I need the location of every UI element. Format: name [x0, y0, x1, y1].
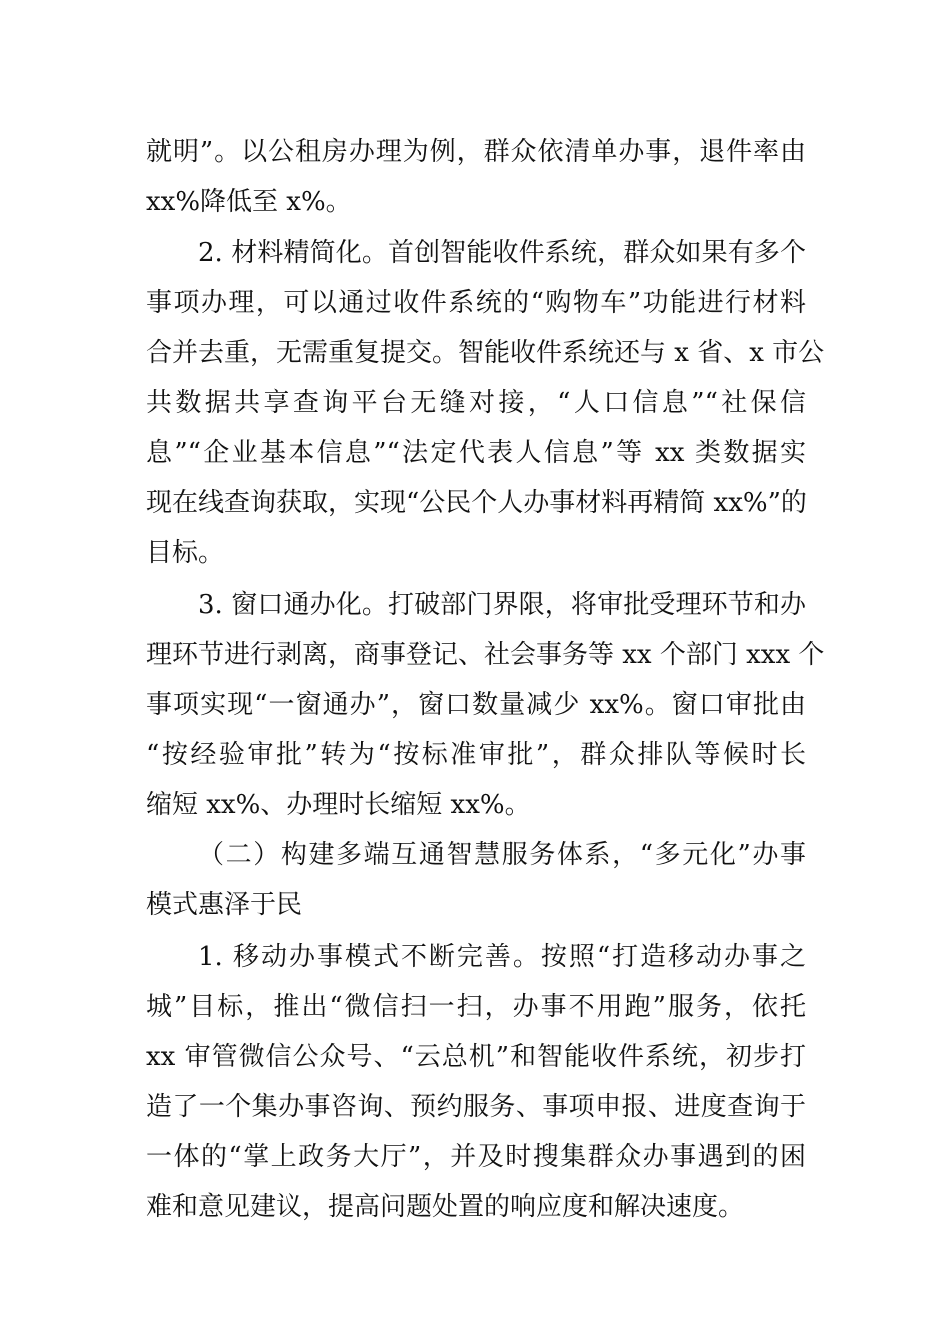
text-line: 一体的“掌上政务大厅”，并及时搜集群众办事遇到的困	[146, 1142, 806, 1172]
text-line: 缩短 xx%、办理时长缩短 xx%。	[146, 790, 531, 820]
text-line: 共数据共享查询平台无缝对接，“人口信息”“社保信	[146, 388, 806, 418]
text-line: xx 审管微信公众号、“云总机”和智能收件系统，初步打	[146, 1042, 806, 1072]
text-line: 城”目标，推出“微信扫一扫，办事不用跑”服务，依托	[146, 992, 806, 1022]
section-heading: （二）构建多端互通智慧服务体系，“多元化”办事	[198, 840, 806, 870]
paragraph-heading: 3. 窗口通办化。打破部门界限，将审批受理环节和办	[198, 590, 806, 620]
text-line: 息”“企业基本信息”“法定代表人信息”等 xx 类数据实	[146, 438, 806, 468]
text-line: 难和意见建议，提高问题处置的响应度和解决速度。	[146, 1192, 745, 1222]
text-line: “按经验审批”转为“按标准审批”，群众排队等候时长	[146, 740, 806, 770]
text-line: 合并去重，无需重复提交。智能收件系统还与 x 省、x 市公	[146, 338, 825, 368]
text-line: 事项办理，可以通过收件系统的“购物车”功能进行材料	[146, 288, 806, 318]
text-line: 事项实现“一窗通办”，窗口数量减少 xx%。窗口审批由	[146, 690, 806, 720]
text-line: 就明”。以公租房办理为例，群众依清单办事，退件率由	[146, 137, 806, 167]
paragraph-heading: 2. 材料精简化。首创智能收件系统，群众如果有多个	[198, 238, 806, 268]
section-heading-continuation: 模式惠泽于民	[146, 890, 303, 920]
text-line: 现在线查询获取，实现“公民个人办事材料再精简 xx%”的	[146, 488, 807, 518]
text-line: 理环节进行剥离，商事登记、社会事务等 xx 个部门 xxx 个	[146, 640, 825, 670]
text-line: 造了一个集办事咨询、预约服务、事项申报、进度查询于	[146, 1092, 806, 1122]
text-line: 目标。	[146, 538, 225, 568]
paragraph-heading: 1. 移动办事模式不断完善。按照“打造移动办事之	[198, 942, 806, 972]
text-line: xx%降低至 x%。	[146, 187, 352, 217]
